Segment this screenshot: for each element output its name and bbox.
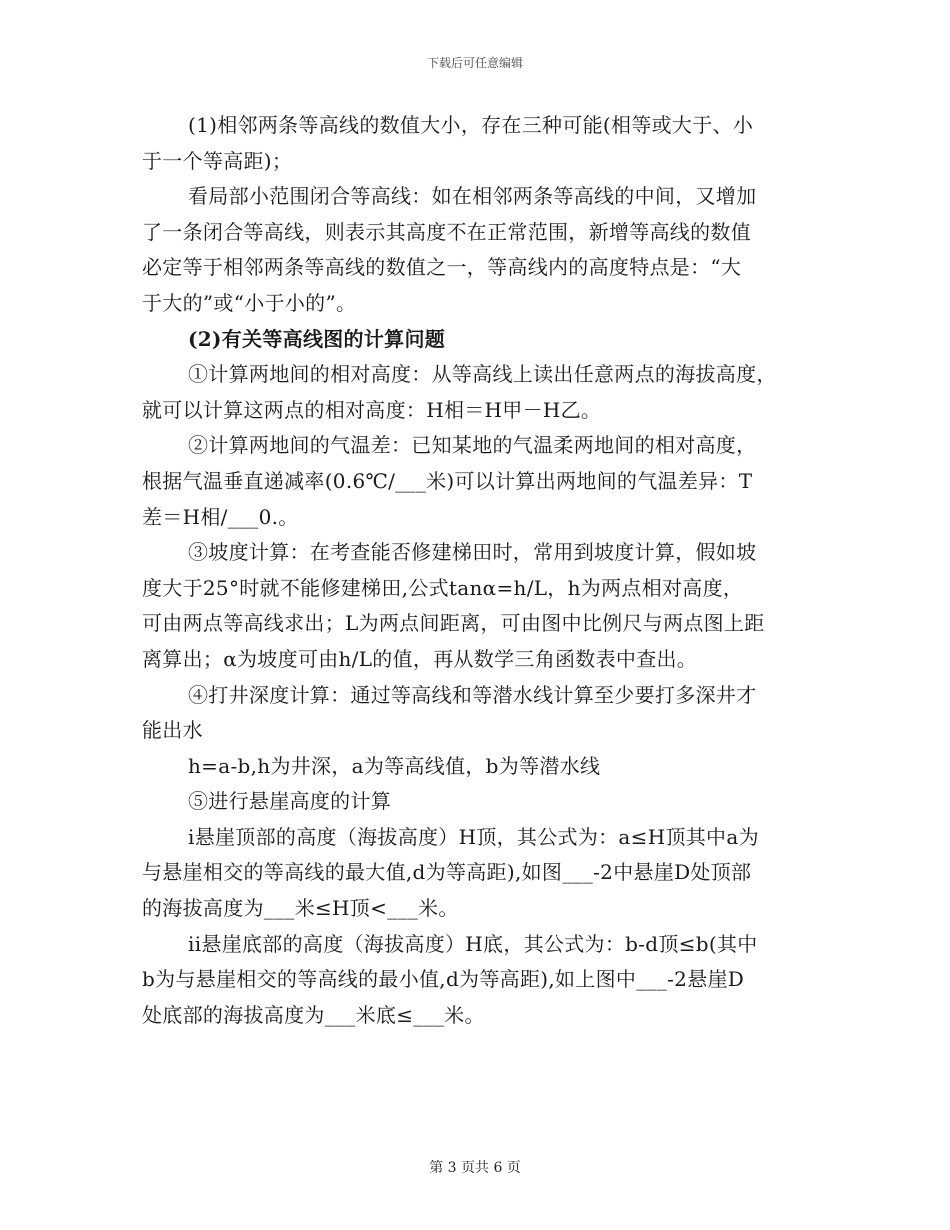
page-footer: 第 3 页共 6 页 <box>429 1160 521 1176</box>
page-header: 下载后可任意编辑 <box>426 56 523 70</box>
paragraph-line: 看局部小范围闭合等高线：如在相邻两条等高线的中间，又增加 <box>188 184 757 209</box>
paragraph-line: ④打井深度计算：通过等高线和等潜水线计算至少要打多深井才 <box>188 682 757 707</box>
paragraph-line: 的海拔高度为___米≤H顶<___米。 <box>142 896 459 921</box>
formula-line: h=a-b,h为井深，a为等高线值，b为等潜水线 <box>188 753 601 778</box>
section-heading: (2)有关等高线图的计算问题 <box>188 326 446 351</box>
paragraph-line: (1)相邻两条等高线的数值大小，存在三种可能(相等或大于、小 <box>188 113 754 137</box>
paragraph-line: 可由两点等高线求出；L为两点间距离，可由图中比例尺与两点图上距 <box>142 611 765 636</box>
paragraph-line: 能出水 <box>142 718 203 743</box>
paragraph-line: 必定等于相邻两条等高线的数值之一，等高线内的高度特点是：“大 <box>142 255 742 280</box>
paragraph-line: 于一个等高距)； <box>142 148 293 173</box>
paragraph-line: ii悬崖底部的高度（海拔高度）H底，其公式为：b-d顶≤b(其中 <box>188 931 758 956</box>
paragraph-line: ②计算两地间的气温差：已知某地的气温柔两地间的相对高度， <box>188 433 757 458</box>
document-body <box>142 108 808 1033</box>
paragraph-line: 根据气温垂直递减率(0.6℃/___米)可以计算出两地间的气温差异：T <box>142 468 753 493</box>
paragraph-line: 处底部的海拔高度为___米底≤___米。 <box>142 1002 485 1027</box>
paragraph-line: b为与悬崖相交的等高线的最小值,d为等高距),如上图中___-2悬崖D <box>142 967 745 992</box>
paragraph-line: ⑤进行悬崖高度的计算 <box>188 789 391 814</box>
paragraph-line: i悬崖顶部的高度（海拔高度）H顶，其公式为：a≤H顶其中a为 <box>188 824 759 849</box>
paragraph-line: 度大于25°时就不能修建梯田,公式tanα=h/L，h为两点相对高度， <box>142 575 744 600</box>
paragraph-line: 于大的”或“小于小的”。 <box>142 290 357 315</box>
paragraph-line: 了一条闭合等高线，则表示其高度不在正常范围，新增等高线的数值 <box>142 219 751 244</box>
paragraph-line: 就可以计算这两点的相对高度：H相＝H甲－H乙。 <box>142 397 602 422</box>
paragraph-line: 与悬崖相交的等高线的最大值,d为等高距),如图___-2中悬崖D处顶部 <box>142 860 752 885</box>
paragraph-line: 差＝H相/___0.。 <box>142 504 299 529</box>
paragraph-line: ①计算两地间的相对高度：从等高线上读出任意两点的海拔高度， <box>188 362 777 387</box>
paragraph-line: 离算出；α为坡度可由h/L的值，再从数学三角函数表中查出。 <box>142 646 698 671</box>
paragraph-line: ③坡度计算：在考查能否修建梯田时，常用到坡度计算，假如坡 <box>188 540 757 565</box>
